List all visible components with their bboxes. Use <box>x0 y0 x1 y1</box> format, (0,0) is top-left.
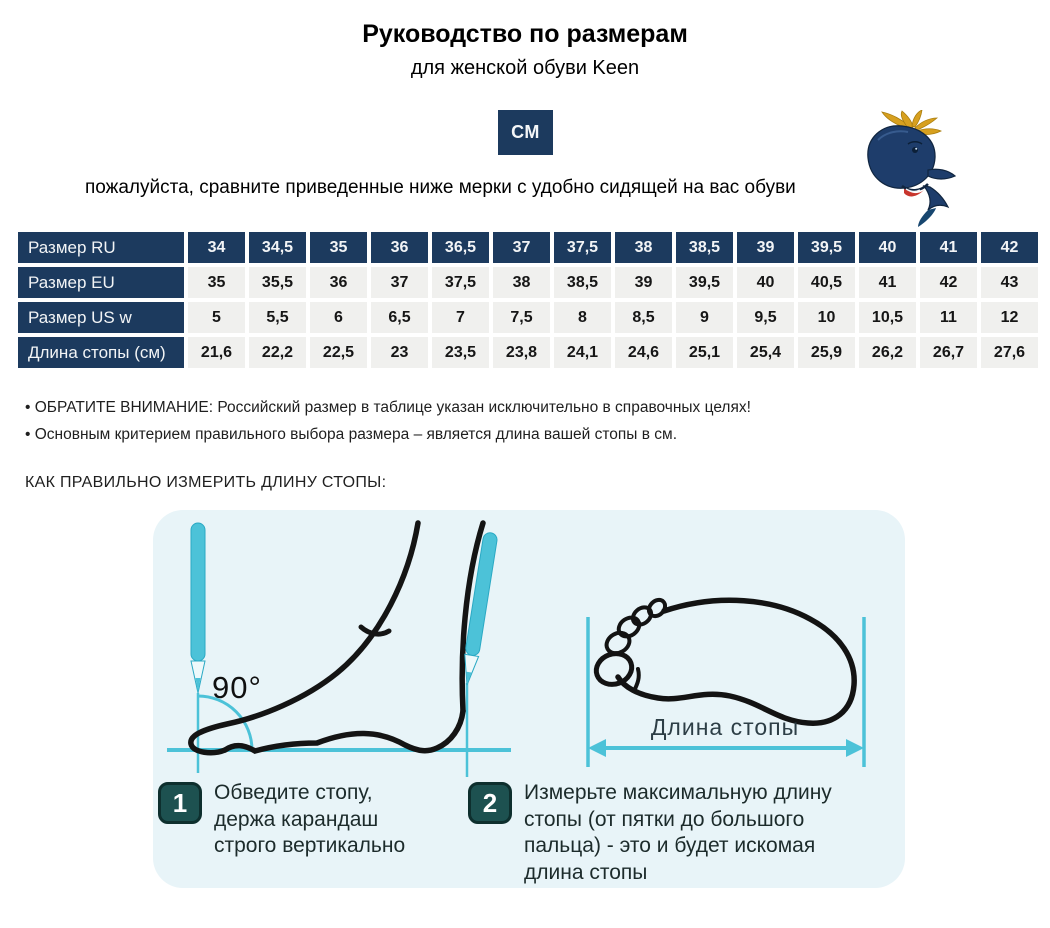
page-title: Руководство по размерам <box>362 20 688 48</box>
size-table-cell: 42 <box>981 232 1038 263</box>
size-table-cell: 6 <box>310 302 367 333</box>
whale-fin <box>928 169 955 179</box>
step-1-text: Обведите стопу, держа карандаш строго вертикально <box>214 781 406 857</box>
size-table-cell: 7,5 <box>493 302 550 333</box>
step-2-text: Измерьте максимальную длину стопы (от пятки до большого пальца) - это и будет искомая длина стопы <box>524 781 832 884</box>
size-table-cell: 37 <box>493 232 550 263</box>
size-table-cell: 38,5 <box>554 267 611 298</box>
size-table-cell: 9,5 <box>737 302 794 333</box>
size-table-cell: 35 <box>188 267 245 298</box>
size-table-row <box>18 337 1038 368</box>
size-table-cell: 22,2 <box>249 337 306 368</box>
page-subtitle: для женской обуви Keen <box>410 57 640 79</box>
unit-cm-button[interactable]: СМ <box>498 110 553 155</box>
size-table-cell: 37,5 <box>554 232 611 263</box>
size-table-cell: 10,5 <box>859 302 916 333</box>
size-table-row-label: Размер US w <box>18 302 184 333</box>
size-table-cell: 43 <box>981 267 1038 298</box>
size-table-cell: 10 <box>798 302 855 333</box>
size-table-cell: 39 <box>615 267 672 298</box>
whale-eye <box>912 147 918 153</box>
whale-mascot-icon <box>858 110 970 228</box>
size-table-cell: 21,6 <box>188 337 245 368</box>
size-table-cell: 37 <box>371 267 428 298</box>
size-table-cell: 7 <box>432 302 489 333</box>
foot-outline <box>191 523 483 753</box>
size-table-cell: 5 <box>188 302 245 333</box>
size-table-cell: 9 <box>676 302 733 333</box>
angle-90-label: 90° <box>212 670 262 705</box>
size-table-cell: 8 <box>554 302 611 333</box>
size-table-cell: 27,6 <box>981 337 1038 368</box>
size-table-cell: 23,5 <box>432 337 489 368</box>
size-table-cell: 42 <box>920 267 977 298</box>
size-table-cell: 40 <box>737 267 794 298</box>
size-table-cell: 38,5 <box>676 232 733 263</box>
size-table-cell: 25,1 <box>676 337 733 368</box>
size-table-cell: 41 <box>920 232 977 263</box>
length-arrow <box>588 739 864 757</box>
size-table-cell: 41 <box>859 267 916 298</box>
intro-text: пожалуйста, сравните приведенные ниже мерки с удобно сидящей на вас обуви <box>85 177 796 198</box>
size-table-cell: 37,5 <box>432 267 489 298</box>
size-table-cell: 36 <box>310 267 367 298</box>
size-table-cell: 38 <box>493 267 550 298</box>
whale-tail-fluke <box>918 208 936 227</box>
size-table-cell: 24,1 <box>554 337 611 368</box>
footprint-measure-illustration <box>578 585 893 780</box>
size-table-cell: 39,5 <box>676 267 733 298</box>
how-to-measure-heading: КАК ПРАВИЛЬНО ИЗМЕРИТЬ ДЛИНУ СТОПЫ: <box>25 474 387 491</box>
size-table-cell: 25,9 <box>798 337 855 368</box>
size-table-cell: 5,5 <box>249 302 306 333</box>
size-table-cell: 36 <box>371 232 428 263</box>
size-table-cell: 26,7 <box>920 337 977 368</box>
size-table-cell: 36,5 <box>432 232 489 263</box>
size-table-row <box>18 302 1038 333</box>
step-1-badge: 1 <box>158 782 202 824</box>
size-table-cell: 8,5 <box>615 302 672 333</box>
size-table-cell: 26,2 <box>859 337 916 368</box>
size-table-cell: 35 <box>310 232 367 263</box>
size-table-cell: 39,5 <box>798 232 855 263</box>
size-table <box>14 228 1042 372</box>
note-foot-length: • Основным критерием правильного выбора размера – является длина вашей стопы в см. <box>25 426 678 443</box>
size-table-cell: 40,5 <box>798 267 855 298</box>
footprint-outline <box>592 597 854 724</box>
size-table-cell: 38 <box>615 232 672 263</box>
size-table-cell: 35,5 <box>249 267 306 298</box>
size-table-cell: 40 <box>859 232 916 263</box>
size-table-row-label: Размер RU <box>18 232 184 263</box>
step-2-badge: 2 <box>468 782 512 824</box>
size-table-cell: 39 <box>737 232 794 263</box>
note-ru-size: • ОБРАТИТЕ ВНИМАНИЕ: Российский размер в таблице указан исключительно в справочных целях! <box>25 399 751 416</box>
size-table-cell: 22,5 <box>310 337 367 368</box>
size-table-cell: 12 <box>981 302 1038 333</box>
foot-side-illustration <box>165 515 515 785</box>
size-table-cell: 23,8 <box>493 337 550 368</box>
size-table-cell: 34,5 <box>249 232 306 263</box>
size-table-cell: 25,4 <box>737 337 794 368</box>
size-table-cell: 23 <box>371 337 428 368</box>
size-table-cell: 24,6 <box>615 337 672 368</box>
whale-tail <box>924 186 948 210</box>
size-table-row <box>18 232 1038 263</box>
size-table-row <box>18 267 1038 298</box>
size-table-row-label: Длина стопы (см) <box>18 337 184 368</box>
foot-length-label: Длина стопы <box>650 714 800 740</box>
pencil-vertical-icon <box>191 523 205 693</box>
size-table-body <box>18 232 1038 368</box>
size-table-cell: 6,5 <box>371 302 428 333</box>
whale-body <box>868 126 935 188</box>
size-table-cell: 11 <box>920 302 977 333</box>
size-table-cell: 34 <box>188 232 245 263</box>
size-table-row-label: Размер EU <box>18 267 184 298</box>
